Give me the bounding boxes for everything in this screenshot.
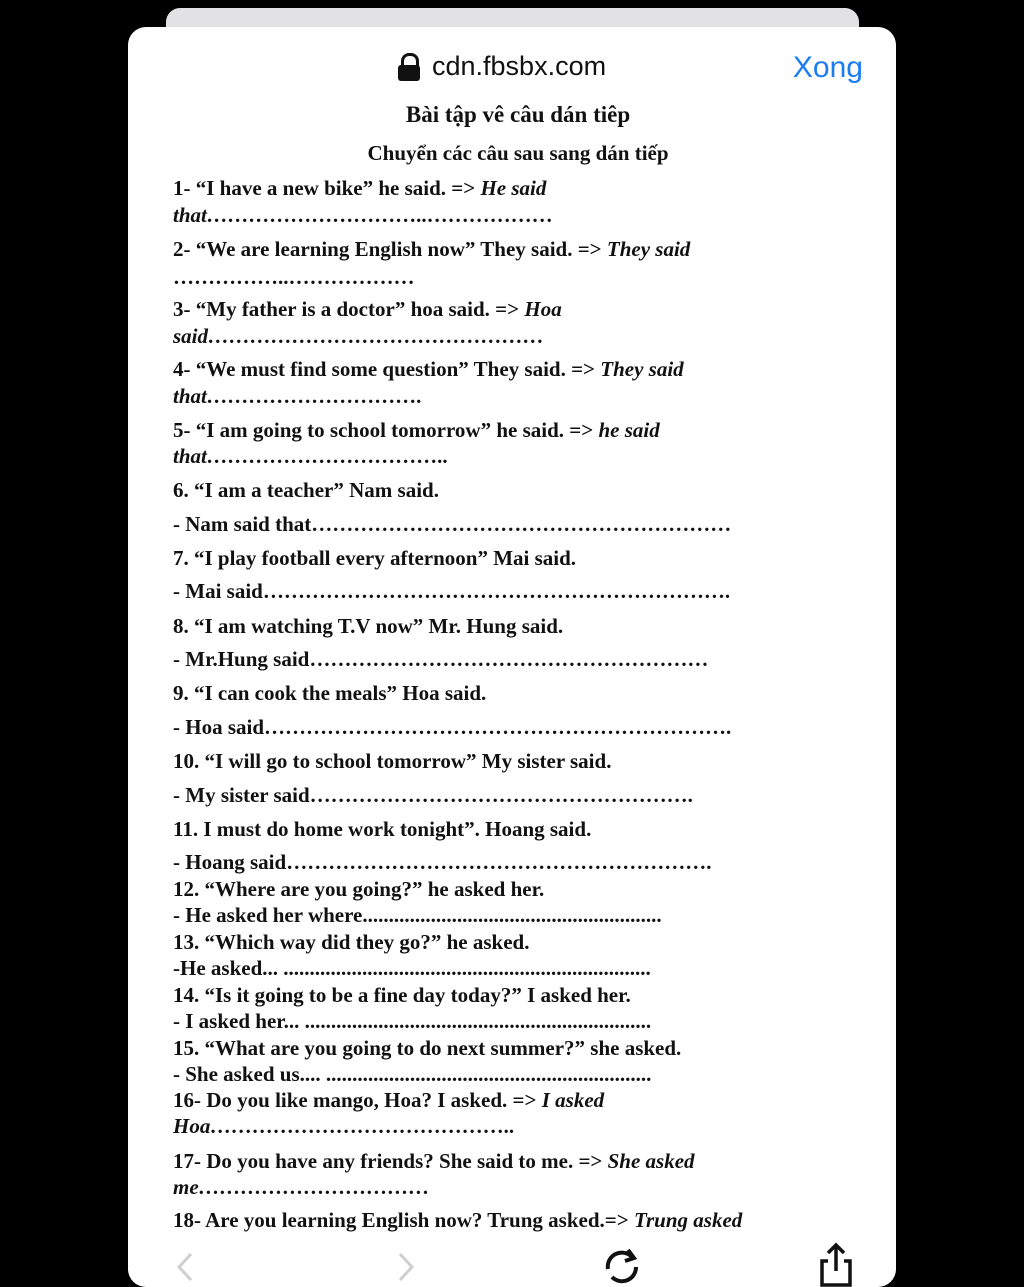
exercise-line: - Hoang said……………………………………………………. — [173, 850, 712, 874]
chevron-right-icon[interactable] — [395, 1251, 417, 1283]
exercise-line: 2- “We are learning English now” They said. => They said — [173, 237, 691, 261]
exercise-line: 11. I must do home work tonight”. Hoang said. — [173, 817, 592, 841]
exercise-line: - Mr.Hung said………………………………………………… — [173, 647, 709, 671]
exercise-line: said………………………………………… — [173, 324, 545, 348]
exercise-line: 12. “Where are you going?” he asked her. — [173, 877, 545, 901]
bottom-toolbar — [128, 1237, 896, 1287]
exercise-line: that…………………………….. — [173, 444, 449, 468]
exercise-line: Hoa…………………………………….. — [173, 1114, 515, 1138]
exercise-line: - I asked her... .................................................................. — [173, 1009, 652, 1033]
exercise-line: 18- Are you learning English now? Trung asked.=> Trung asked — [173, 1208, 743, 1232]
exercise-line: 1- “I have a new bike” he said. => He said — [173, 176, 547, 200]
exercise-line: 14. “Is it going to be a fine day today?” I asked her. — [173, 983, 631, 1007]
exercise-line: that…………………………. — [173, 384, 423, 408]
done-button[interactable]: Xong — [792, 51, 863, 84]
exercise-line: - He asked her where......................................................... — [173, 903, 662, 927]
exercise-line: 4- “We must find some question” They said. => They said — [173, 357, 684, 381]
address-display — [398, 51, 606, 82]
browser-sheet — [128, 27, 896, 1287]
exercise-line: 10. “I will go to school tomorrow” My sister said. — [173, 749, 612, 773]
exercise-line: - Nam said that…………………………………………………… — [173, 512, 732, 536]
exercise-line: - My sister said………………………………………………. — [173, 783, 693, 807]
exercise-line: - She asked us.... .............................................................. — [173, 1062, 652, 1086]
exercise-line: 16- Do you like mango, Hoa? I asked. => I asked — [173, 1088, 605, 1112]
exercise-line: ……………..……………… — [173, 265, 415, 289]
exercise-line: that…………………………..……………… — [173, 203, 554, 227]
page-subtitle: Chuyển các câu sau sang dán tiếp — [367, 141, 669, 165]
exercise-line: 5- “I am going to school tomorrow” he said. => he said — [173, 418, 660, 442]
reload-icon[interactable] — [602, 1247, 642, 1287]
exercise-line: 3- “My father is a doctor” hoa said. => Hoa — [173, 297, 562, 321]
exercise-line: - Mai said…………………………………………………………. — [173, 579, 731, 603]
exercise-line: 17- Do you have any friends? She said to me. => She asked — [173, 1149, 695, 1173]
exercise-line: 7. “I play football every afternoon” Mai said. — [173, 546, 577, 570]
exercise-line: -He asked... ...................................................................... — [173, 956, 651, 980]
exercise-line: 9. “I can cook the meals” Hoa said. — [173, 681, 487, 705]
exercise-line: 6. “I am a teacher” Nam said. — [173, 478, 439, 502]
exercise-line: 15. “What are you going to do next summer?” she asked. — [173, 1036, 682, 1060]
lock-icon — [398, 53, 420, 81]
browser-header — [128, 27, 896, 97]
exercise-line: 8. “I am watching T.V now” Mr. Hung said. — [173, 614, 564, 638]
exercise-line: 13. “Which way did they go?” he asked. — [173, 930, 530, 954]
page-title: Bài tập vê câu dán tiêp — [405, 102, 631, 127]
chevron-left-icon[interactable] — [174, 1251, 196, 1283]
exercise-line: me…………………………… — [173, 1175, 430, 1199]
domain-label: cdn.fbsbx.com — [432, 51, 607, 81]
exercise-line: - Hoa said…………………………………………………………. — [173, 715, 732, 739]
share-icon[interactable] — [818, 1241, 854, 1287]
